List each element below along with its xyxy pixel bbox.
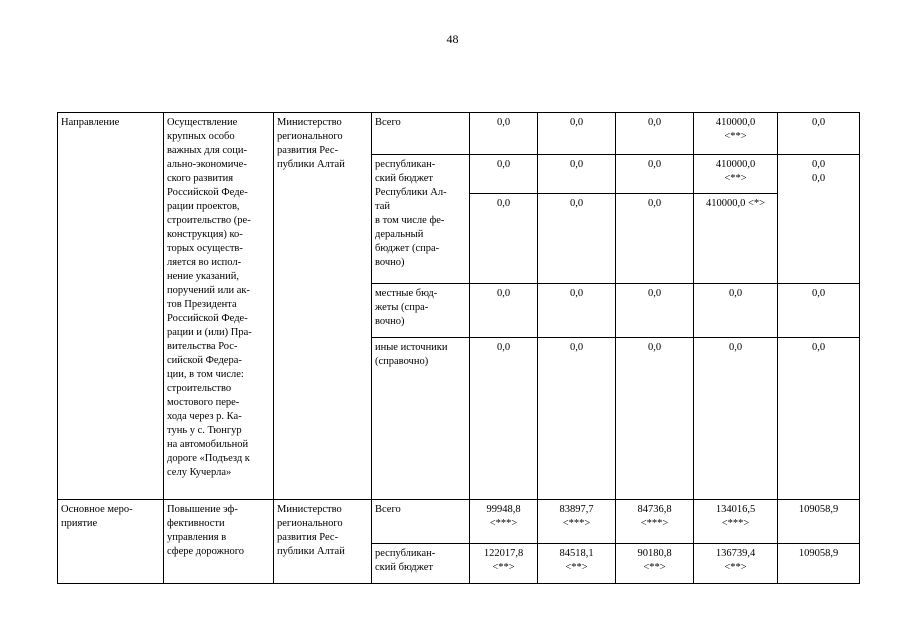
source-cell: республикан- ский бюджет Республики Ал- тай в том числе фе- деральный бюджет (спра- вочно)	[372, 155, 470, 284]
value-cell: 109058,9	[778, 500, 860, 544]
source-label: Всего	[375, 504, 401, 515]
value-cell: 0,0	[470, 194, 538, 284]
value-cell: 0,0	[470, 338, 538, 500]
value-cell: 0,0	[470, 113, 538, 155]
ministry-cell: Министерство регионального развития Рес- публики Алтай	[274, 113, 372, 500]
source-cell	[372, 500, 470, 544]
value-cell: 134016,5 <***>	[694, 500, 778, 544]
value-cell: 84736,8 <***>	[616, 500, 694, 544]
value-cell: 0,0	[616, 338, 694, 500]
value-cell: 122017,8 <**>	[470, 544, 538, 584]
value-cell: 0,0	[616, 113, 694, 155]
value-cell: 410000,0 <*>	[694, 194, 778, 284]
source-label: Всего	[375, 117, 401, 128]
table-row	[58, 113, 860, 155]
value-cell: 0,0	[616, 284, 694, 338]
section-description-cell: Повышение эф- фективности управления в сфере дорожного	[164, 500, 274, 584]
section-type-cell: Основное меро- приятие	[58, 500, 164, 584]
value-cell: 109058,9	[778, 544, 860, 584]
source-cell: республикан- ский бюджет	[372, 544, 470, 584]
section-type: Направление	[61, 117, 120, 128]
value-cell: 410000,0 <**>	[694, 113, 778, 155]
value-cell: 0,0	[470, 284, 538, 338]
value-cell: 0,0	[538, 284, 616, 338]
table-row	[58, 500, 860, 544]
value-cell: 0,0	[778, 113, 860, 155]
value-cell: 0,0	[694, 338, 778, 500]
value-cell: 0,0	[778, 284, 860, 338]
value-cell: 410000,0 <**>	[694, 155, 778, 194]
page-number: 48	[446, 32, 459, 46]
value-cell: 0,0	[470, 155, 538, 194]
value-cell: 0,0	[778, 338, 860, 500]
value-cell: 99948,8 <***>	[470, 500, 538, 544]
value-cell: 0,0	[538, 113, 616, 155]
source-cell: иные источники (справочно)	[372, 338, 470, 500]
value-cell: 84518,1 <**>	[538, 544, 616, 584]
value-cell: 0,0 0,0	[778, 155, 860, 194]
program-table	[57, 112, 860, 584]
value-cell: 0,0	[616, 155, 694, 194]
section-type-cell	[58, 113, 164, 500]
value-cell: 0,0	[694, 284, 778, 338]
source-cell	[372, 113, 470, 155]
value-cell: 0,0	[538, 155, 616, 194]
value-cell: 0,0	[616, 194, 694, 284]
source-cell: местные бюд- жеты (спра- вочно)	[372, 284, 470, 338]
value-cell: 90180,8 <**>	[616, 544, 694, 584]
value-cell	[778, 194, 860, 284]
value-cell: 0,0	[538, 194, 616, 284]
ministry-cell: Министерство регионального развития Рес- публики Алтай	[274, 500, 372, 584]
section-description-cell: Осуществление крупных особо важных для соци- ально-экономиче- ского развития Российской Феде- рации проектов, строительство (ре- конструкция) ко- торых осуществ- ляется во испол- нение указаний, поручений или ак- тов Президента Российской Феде- рации и (или) Пра- вительства Рос- сийской Федера- ции, в том числе: строительство мостового пере- хода через р. Ка- тунь у с. Тюнгур на автомобильной дороге «Подъезд к селу Кучерла»	[164, 113, 274, 500]
value-cell: 0,0	[538, 338, 616, 500]
value-cell: 136739,4 <**>	[694, 544, 778, 584]
value-cell: 83897,7 <***>	[538, 500, 616, 544]
